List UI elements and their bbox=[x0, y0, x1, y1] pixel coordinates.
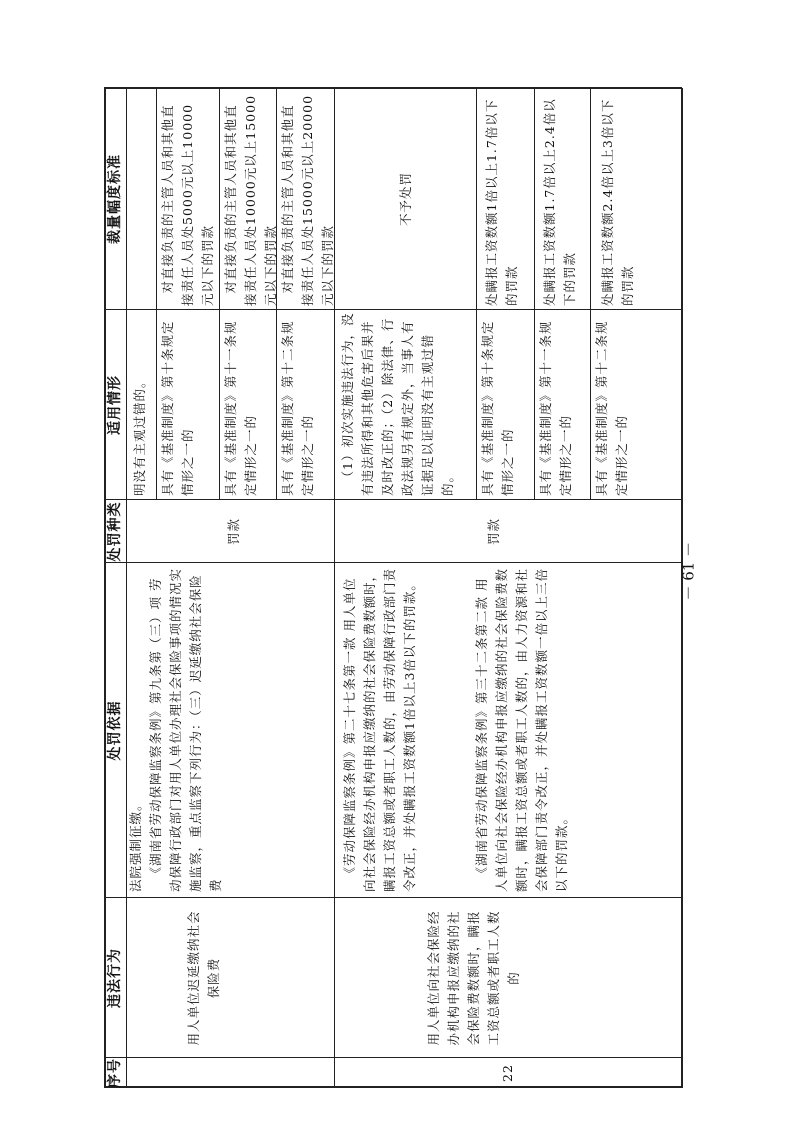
row-b-standard-3: 处瞒报工资数额1.7倍以上2.4倍以下的罚款 bbox=[542, 98, 577, 306]
row-b-standard-2: 处瞒报工资数额1倍以上1.7倍以下的罚款 bbox=[484, 98, 519, 306]
header-penalty-type: 处罚种类 bbox=[107, 501, 123, 562]
row-b-penalty-type: 罚款 bbox=[486, 518, 501, 546]
row-b-situation-2: 具有《基准制度》第十条规定情形之一的 bbox=[480, 320, 515, 496]
rotated-table-frame bbox=[104, 88, 682, 1088]
row-a-situation-2: 具有《基准制度》第十条规定情形之一的 bbox=[160, 320, 195, 496]
row-b-situation-1: （1）初次实施违法行为，没有违法所得和其他危害后果并及时改正的；（2）除法律、行政法规另有规定外，当事人有证据足以证明没有主观过错的。 bbox=[340, 312, 455, 496]
row-b-basis-1: 《劳动保障监察条例》第二十七条第一款 用人单位向社会保险经办机构申报应缴纳的社会保险费数额时，瞒报工资总额或者职工人数的，由劳动保障行政部门责令改正，并处瞒报工资数额1倍以上3倍以下的罚款。 bbox=[342, 567, 417, 892]
row-a-situation-3: 具有《基准制度》第十一条规定情形之一的 bbox=[223, 320, 258, 496]
row-b-standard-1: 不予处罚 bbox=[398, 172, 413, 227]
row-b-situation-3: 具有《基准制度》第十一条规定情形之一的 bbox=[538, 320, 573, 496]
row-b-standard-4: 处瞒报工资数额2.4倍以上3倍以下的罚款 bbox=[600, 98, 635, 306]
header-standard: 裁量幅度标准 bbox=[107, 154, 123, 244]
row-a-standard-3: 对直接负责的主管人员和其他直接责任人员处10000元以上15000元以下的罚款 bbox=[223, 94, 278, 306]
row-a-violation: 用人单位迟延缴纳社会保险费 bbox=[186, 910, 221, 1046]
row-b-violation: 用人单位向社会保险经办机构申报应缴纳的社会保险费数额时，瞒报工资总额或者职工人数的 bbox=[426, 910, 521, 1046]
row-a-situation-4: 具有《基准制度》第十二条规定情形之一的 bbox=[280, 320, 315, 496]
header-violation: 违法行为 bbox=[107, 948, 123, 1008]
row-a-basis-1: 法院强制征缴。 bbox=[128, 797, 143, 892]
header-seq: 序号 bbox=[107, 1058, 123, 1088]
row-b-seq: 22 bbox=[500, 1064, 515, 1082]
header-basis: 处罚依据 bbox=[107, 700, 123, 761]
row-a-basis-2: 《湖南省劳动保障监察条例》第九条第（三）项 劳动保障行政部门对用人单位办理社会保险事项的情况实施监察，重点监察下列行为：（三）迟延缴纳社会保险费 bbox=[148, 567, 223, 892]
header-situation: 适用情形 bbox=[107, 375, 123, 435]
row-a-seq bbox=[126, 1058, 334, 1088]
page-number bbox=[675, 541, 699, 601]
page-number-text: － 61 － bbox=[679, 541, 698, 601]
row-a-standard-4: 对直接负责的主管人员和其他直接责任人员处15000元以上20000元以下的罚款 bbox=[280, 94, 335, 306]
penalty-table bbox=[104, 88, 682, 1088]
row-a-standard-2: 对直接负责的主管人员和其他直接责任人员处5000元以上10000元以下的罚款 bbox=[160, 103, 215, 306]
row-b-situation-4: 具有《基准制度》第十二条规定情形之一的 bbox=[594, 320, 629, 496]
row-a-penalty-type: 罚款 bbox=[226, 518, 241, 546]
row-a-situation-1: 明没有主观过错的。 bbox=[132, 374, 147, 496]
row-a-standard-1 bbox=[130, 92, 156, 306]
row-b-basis-2: 《湖南省劳动保障监察条例》第三十二条第二款 用人单位向社会保险经办机构申报应缴纳的社会保险费数额时，瞒报工资总额或者职工人数的，由人力资源和社会保障部门责令改正，并处瞒报工资数额一倍以上三倍以下的罚款。 bbox=[474, 567, 569, 892]
